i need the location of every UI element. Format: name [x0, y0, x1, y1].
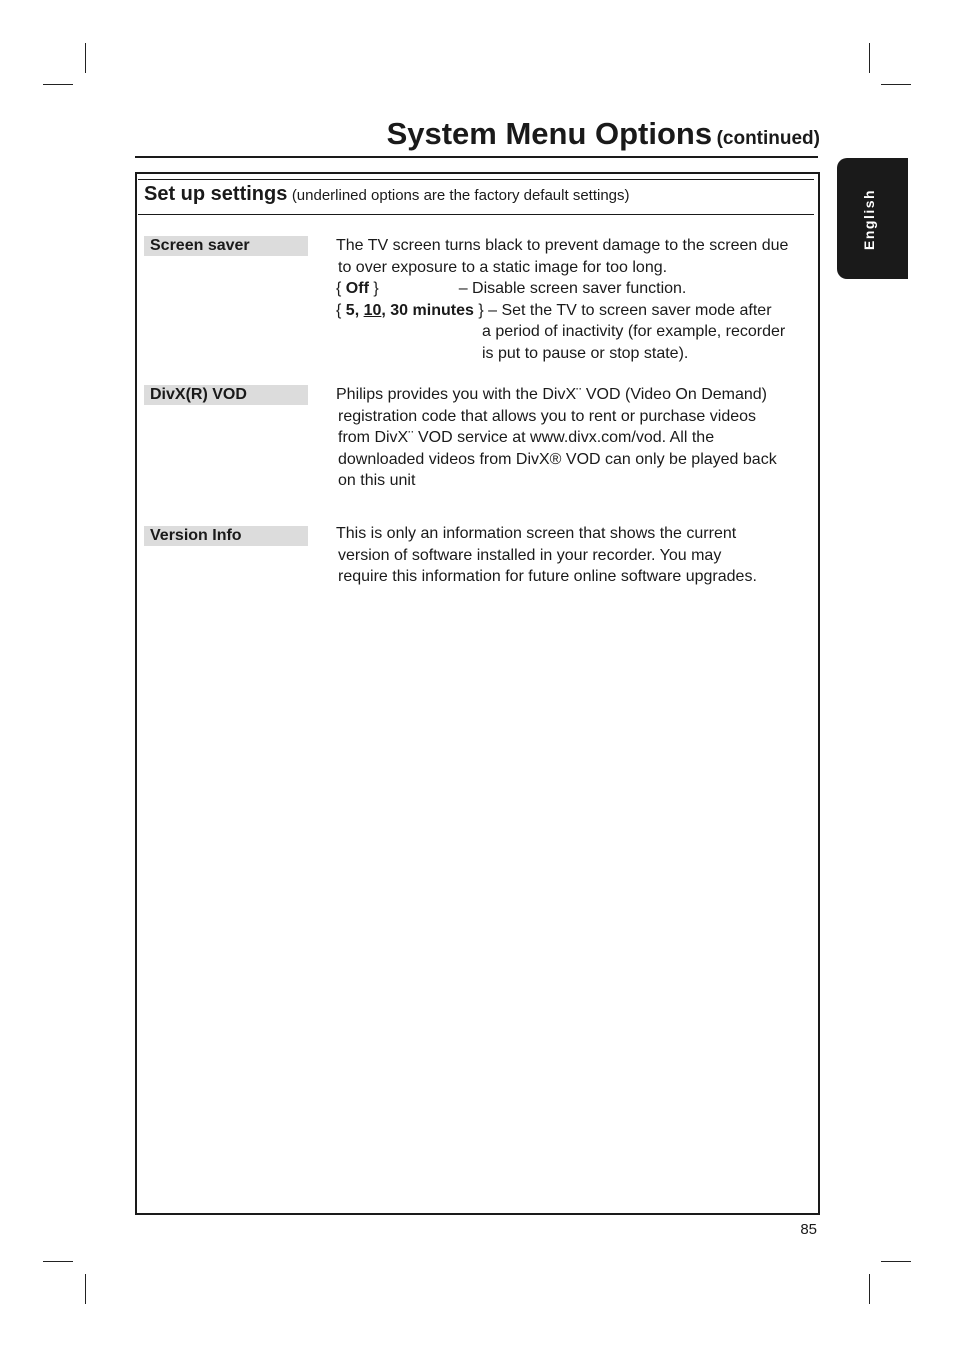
option-description: } – Set the TV to screen saver mode after	[473, 301, 772, 319]
divx-vod-description	[336, 384, 806, 492]
text-line: version of software installed in your recorder. You may	[338, 546, 722, 564]
version-info-description	[336, 523, 806, 588]
option-value: , 30 minutes	[381, 301, 474, 319]
text-line: Philips provides you with the DivX¨ VOD (Video On Demand)	[336, 386, 767, 403]
text-line: This is only an information screen that shows the current	[336, 525, 737, 542]
crop-mark	[85, 1274, 86, 1304]
text-line: registration code that allows you to rent or purchase videos	[338, 407, 757, 425]
text-line: a period of inactivity (for example, recorder	[482, 323, 786, 340]
page-title	[387, 116, 820, 152]
text-line: from DivX¨ VOD service at www.divx.com/vod. All the	[338, 429, 715, 446]
text-line: require this information for future online software upgrades.	[338, 568, 757, 585]
text-line: is put to pause or stop state).	[482, 344, 689, 362]
section-note: (underlined options are the factory default settings)	[291, 187, 630, 204]
text-line: on this unit	[338, 472, 416, 489]
crop-mark	[85, 43, 86, 73]
crop-mark	[43, 1261, 73, 1262]
crop-mark	[881, 84, 911, 85]
page-number: 85	[800, 1221, 817, 1238]
option-minutes	[336, 300, 806, 322]
text-line: The TV screen turns black to prevent damage to the screen due	[336, 237, 789, 254]
crop-mark	[869, 43, 870, 73]
page-title-main: System Menu Options	[386, 116, 713, 151]
section-heading: Set up settings	[144, 183, 288, 205]
screen-saver-description	[336, 235, 806, 364]
brace: {	[336, 280, 346, 297]
language-tab	[837, 158, 908, 279]
language-tab-label: English	[861, 188, 877, 250]
option-value: 5,	[345, 301, 364, 319]
option-value: Off	[345, 280, 369, 297]
option-off	[336, 278, 806, 300]
title-rule	[135, 156, 818, 158]
crop-mark	[43, 84, 73, 85]
version-info-label: Version Info	[144, 526, 308, 546]
text-line: downloaded videos from DivX® VOD can only be played back	[338, 450, 777, 468]
divx-vod-label: DivX(R) VOD	[144, 385, 308, 405]
brace: }	[368, 280, 379, 297]
section-header	[138, 179, 814, 215]
option-description: – Disable screen saver function.	[458, 280, 687, 297]
page-title-suffix: (continued)	[716, 128, 820, 149]
screen-saver-label: Screen saver	[144, 236, 308, 256]
brace: {	[336, 301, 346, 319]
option-default-value: 10	[363, 301, 382, 319]
crop-mark	[869, 1274, 870, 1304]
text-line: to over exposure to a static image for too long.	[338, 258, 668, 276]
crop-mark	[881, 1261, 911, 1262]
